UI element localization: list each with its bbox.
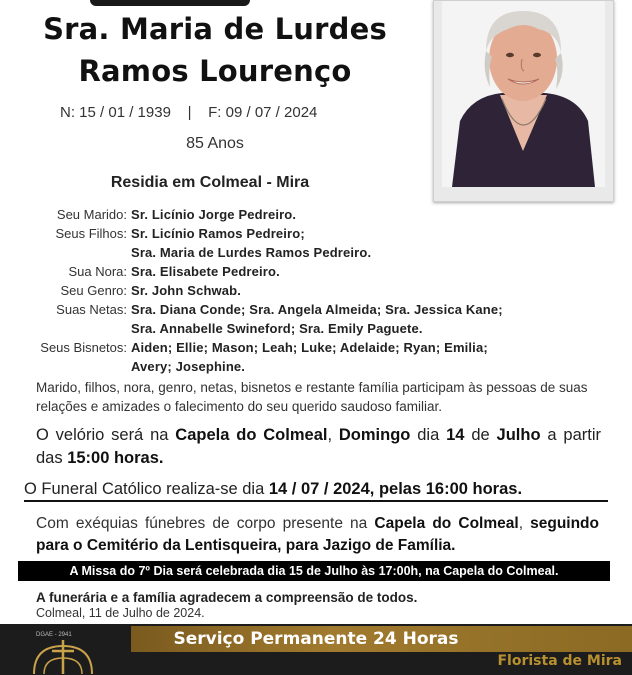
portrait-frame	[433, 0, 614, 202]
relative-row	[0, 262, 632, 281]
relative-name-line: Sra. Annabelle Swineford; Sra. Emily Paguete.	[131, 321, 423, 336]
birth-death-dates: N: 15 / 01 / 1939 | F: 09 / 07 / 2024	[60, 104, 318, 121]
relative-name-line: Sra. Diana Conde; Sra. Angela Almeida; Sra. Jessica Kane;	[131, 302, 503, 317]
wake-month: Julho	[496, 426, 541, 444]
relative-row	[0, 224, 632, 262]
footer-service-text: Serviço Permanente 24 Horas	[173, 629, 459, 649]
exequias-cemetery: seguindo para o Cemitério da Lentisqueira, para Jazigo de Família.	[36, 515, 599, 554]
relative-row	[0, 338, 632, 376]
mass-announcement: A Missa do 7º Dia será celebrada dia 15 de Julho às 17:00h, na Capela do Colmeal.	[18, 561, 610, 581]
wake-time: 15:00 horas.	[67, 449, 164, 467]
funeral-info	[24, 480, 608, 502]
wake-text: de	[464, 426, 497, 444]
relative-label: Seus Filhos:	[55, 226, 127, 241]
relative-label: Seus Bisnetos:	[40, 340, 127, 355]
relative-names	[131, 338, 488, 376]
cross-logo-icon	[28, 640, 98, 675]
relative-names	[131, 262, 280, 281]
relative-names	[131, 205, 296, 224]
relative-names	[131, 281, 241, 300]
exequias-info	[36, 513, 599, 557]
relative-label: Suas Netas:	[56, 302, 127, 317]
relative-label: Seu Genro:	[60, 283, 127, 298]
place-date: Colmeal, 11 de Julho de 2024.	[36, 606, 205, 620]
relative-row	[0, 300, 632, 338]
relative-name-line: Sr. Licínio Ramos Pedreiro;	[131, 226, 305, 241]
residence: Residia em Colmeal - Mira	[110, 174, 310, 191]
wake-text: a partir das	[36, 426, 601, 467]
relative-row	[0, 281, 632, 300]
deceased-name-line2: Ramos Lourenço	[78, 54, 352, 88]
wake-place: Capela do Colmeal	[175, 426, 328, 444]
deceased-name-line1: Sra. Maria de Lurdes	[43, 12, 387, 46]
relatives-list	[0, 205, 632, 376]
funeral-text: O Funeral Católico realiza-se dia	[24, 480, 269, 498]
exequias-text: Com exéquias fúnebres de corpo presente na	[36, 515, 375, 532]
exequias-place: Capela do Colmeal	[374, 515, 519, 532]
relative-name-line: Aiden; Ellie; Mason; Leah; Luke; Adelaide; Ryan; Emilia;	[131, 340, 488, 355]
age: 85 Anos	[186, 135, 244, 152]
wake-day: Domingo	[338, 426, 411, 444]
thanks-message: A funerária e a família agradecem a compreensão de todos.	[36, 590, 418, 605]
footer-brand: Florista de Mira	[497, 653, 622, 669]
exequias-text: ,	[518, 515, 531, 532]
dgae-code: DGAE - 2941	[36, 632, 72, 638]
relative-name-line: Avery; Josephine.	[131, 359, 246, 374]
relative-name-line: Sra. Maria de Lurdes Ramos Pedreiro.	[131, 245, 372, 260]
wake-date: 14	[446, 426, 465, 444]
wake-text: O velório será na	[36, 426, 176, 444]
relative-name-line: Sr. Licínio Jorge Pedreiro.	[131, 207, 297, 222]
family-announcement: Marido, filhos, nora, genro, netas, bisnetos e restante família participam às pessoas de suas relações e amizades o falecimento do seu querido saudoso familiar.	[36, 380, 588, 414]
funeral-datetime: 14 / 07 / 2024, pelas 16:00 horas.	[268, 480, 523, 498]
top-decoration-bar	[90, 0, 250, 6]
wake-text: ,	[327, 426, 339, 444]
relative-names	[131, 224, 371, 262]
relative-name-line: Sra. Elisabete Pedreiro.	[131, 264, 280, 279]
relative-label: Seu Marido:	[56, 207, 127, 222]
relative-label: Sua Nora:	[68, 264, 127, 279]
relative-row	[0, 205, 632, 224]
wake-text: dia	[410, 426, 447, 444]
relative-name-line: Sr. John Schwab.	[131, 283, 242, 298]
portrait-photo	[442, 1, 605, 187]
wake-info	[36, 424, 601, 470]
relative-names	[131, 300, 503, 338]
